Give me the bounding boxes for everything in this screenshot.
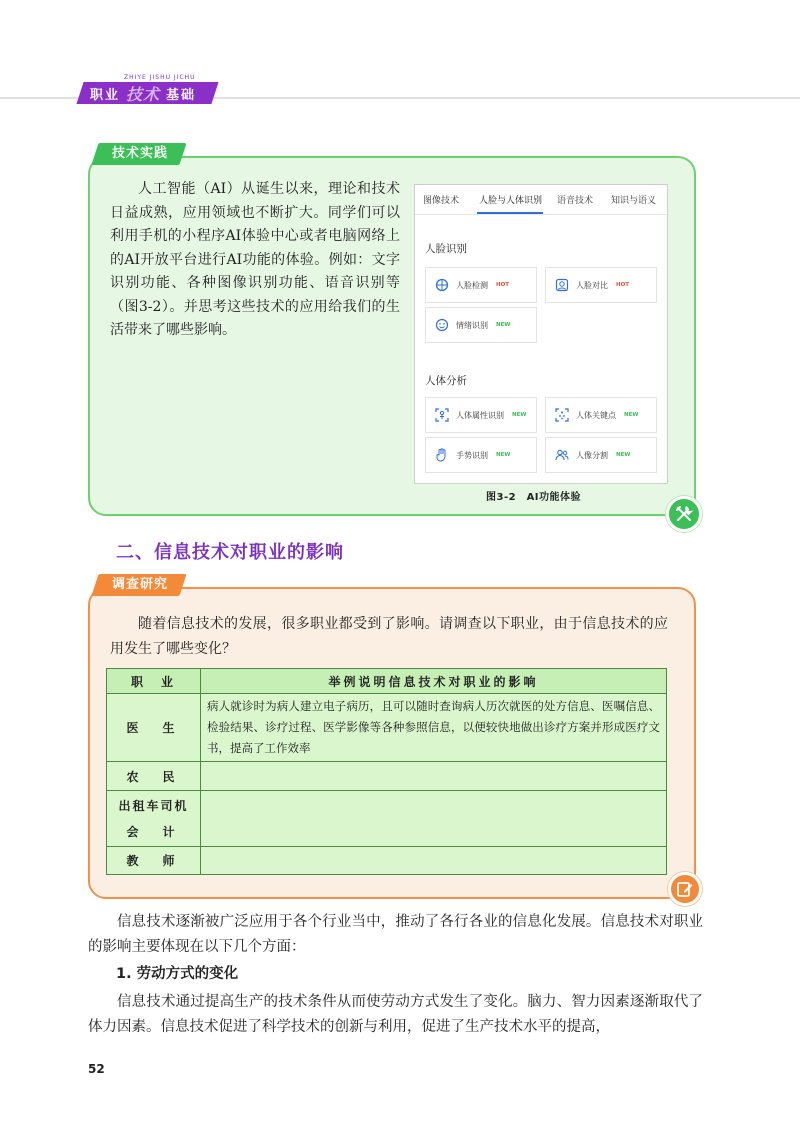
body-paragraph-2: 信息技术通过提高生产的技术条件从而使劳动方式发生了变化。脑力、智力因素逐渐取代了体力因素。信息技术促进了科学技术的创新与利用，促进了生产技术水平的提高，: [88, 994, 703, 1035]
ai-section-face: 人脸识别: [425, 243, 467, 255]
face-detect-icon: [434, 277, 450, 293]
occupation-cell: 农 民: [107, 762, 201, 791]
hot-badge: HOT: [616, 282, 630, 288]
ai-card-emotion[interactable]: [425, 307, 537, 343]
body-attr-icon: [434, 407, 450, 423]
ai-tab-image[interactable]: 图像技术: [423, 196, 460, 206]
ai-card-label: 人体关键点: [576, 410, 616, 420]
hand-icon: [434, 447, 450, 463]
ai-card-label: 人像分割: [576, 450, 608, 460]
figure-caption: 图3-2 AI功能体验: [486, 492, 582, 503]
ai-card-label: 手势识别: [456, 450, 488, 460]
edit-icon: [668, 872, 702, 906]
ai-tab-active-indicator: [477, 212, 543, 214]
new-badge: NEW: [624, 412, 639, 418]
description-cell[interactable]: [201, 791, 667, 847]
header-pinyin: ZHIYE JISHU JICHU: [124, 74, 196, 81]
header-title: [82, 82, 212, 104]
ai-card-body-attr[interactable]: [425, 397, 537, 433]
col-description: 举例说明信息技术对职业的影响: [201, 669, 667, 694]
new-badge: NEW: [496, 322, 511, 328]
smile-icon: [434, 317, 450, 333]
ai-card-keypoints[interactable]: [545, 397, 657, 433]
occupation-cell: 医 生: [107, 694, 201, 762]
people-icon: [554, 447, 570, 463]
ai-card-label: 人体属性识别: [456, 410, 504, 420]
page-number: 52: [88, 1062, 105, 1076]
ai-section-body: 人体分析: [425, 375, 467, 387]
ai-tab-voice[interactable]: 语音技术: [557, 196, 594, 206]
new-badge: NEW: [616, 452, 631, 458]
section-heading: 二、信息技术对职业的影响: [116, 542, 344, 563]
new-badge: NEW: [512, 412, 527, 418]
ai-card-face-compare[interactable]: [545, 267, 657, 303]
body-subheading: 1. 劳动方式的变化: [116, 966, 239, 982]
table-row: [107, 791, 667, 847]
table-row: [107, 762, 667, 791]
survey-text: 随着信息技术的发展，很多职业都受到了影响。请调查以下职业，由于信息技术的应用发生了哪些变化？: [110, 616, 668, 657]
table-row: [107, 847, 667, 875]
description-cell[interactable]: [201, 762, 667, 791]
header-word-2: 技术: [126, 84, 161, 104]
survey-table: [106, 668, 667, 875]
table-row: [107, 694, 667, 762]
face-compare-icon: [554, 277, 570, 293]
description-cell[interactable]: [201, 847, 667, 875]
ai-tab-bar: [415, 185, 667, 215]
ai-tab-knowledge[interactable]: 知识与语义: [611, 196, 657, 206]
ai-card-face-detect[interactable]: [425, 267, 537, 303]
col-occupation: 职 业: [107, 669, 201, 694]
occupation-cell: 教 师: [107, 847, 201, 875]
keypoints-icon: [554, 407, 570, 423]
ai-card-label: 情绪识别: [456, 320, 488, 330]
survey-tab-label: 调查研究: [111, 577, 168, 592]
occupation-cell: [107, 791, 201, 847]
ai-tab-face-body[interactable]: 人脸与人体识别: [479, 196, 543, 206]
practice-tab-label: 技术实践: [111, 146, 168, 161]
occupation-line-2: 会 计: [126, 824, 181, 839]
occupation-line-1: 出租车司机: [118, 798, 189, 813]
hot-badge: HOT: [496, 282, 510, 288]
tools-icon: [666, 496, 702, 532]
ai-panel: [414, 184, 668, 484]
description-cell: 病人就诊时为病人建立电子病历，且可以随时查询病人历次就医的处方信息、医嘱信息、检验结果、诊疗过程、医学影像等各种参照信息，以便较快地做出诊疗方案并形成医疗文书，提高了工作效率: [201, 694, 667, 762]
practice-text: 人工智能（AI）从诞生以来，理论和技术日益成熟，应用领域也不断扩大。同学们可以利用手机的小程序AI体验中心或者电脑网络上的AI开放平台进行AI功能的体验。例如：文字识别功能、各种图像识别功能、语音识别等（图3-2）。并思考这些技术的应用给我们的生活带来了哪些影响。: [110, 181, 400, 338]
ai-card-label: 人脸检测: [456, 280, 488, 290]
ai-card-label: 人脸对比: [576, 280, 608, 290]
new-badge: NEW: [496, 452, 511, 458]
ai-card-portrait-seg[interactable]: [545, 437, 657, 473]
header-word-1: 职业: [90, 87, 121, 103]
body-paragraph-1: 信息技术逐渐被广泛应用于各个行业当中，推动了各行各业的信息化发展。信息技术对职业的影响主要体现在以下几个方面：: [88, 914, 703, 955]
header-word-3: 基础: [166, 87, 197, 103]
ai-card-gesture[interactable]: [425, 437, 537, 473]
